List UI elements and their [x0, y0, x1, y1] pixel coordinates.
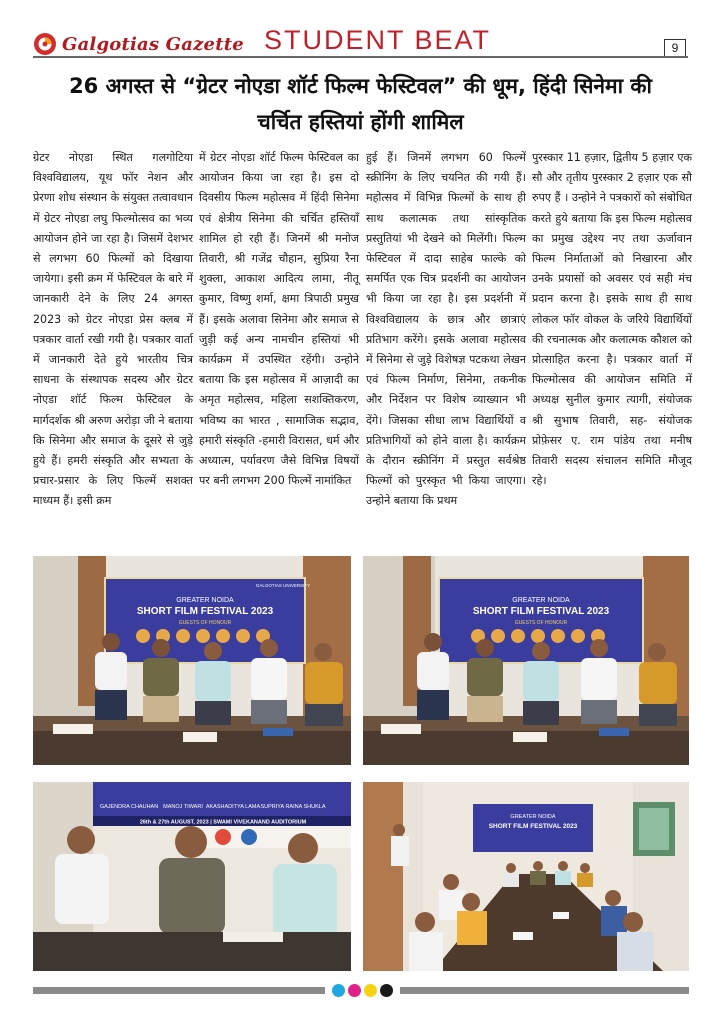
- footer-dot-yellow: [364, 984, 377, 997]
- article-column-3: [366, 148, 526, 512]
- column-4-text: पुरस्कार 11 हज़ार, द्वितीय 5 हज़ार एक सौ और तृतीय पुरस्कार 2 हज़ार एक सौ रुपए हैं । उन्होने ने पत्रकारों को संबोधित करते हुये बताया कि इस फिल्म महोत्सव का प्रमुख उद्देश्य नए तथा ऊर्जावान फिल्म निर्माताओं को निखारना और उनके प्रयासों को अवसर एवं सही मंच प्रदान करना है। इसके साथ ही साथ लोकल फॉर वोकल के जरिये विद्यार्थियों की रचनात्मक और कलात्मक कौशल को प्रोत्साहित करना है। पत्रकार वार्ता में फिल्मोत्सव की आयोजन समिति में अध्यक्ष सुनील कुमार त्यागी, संयोजक श्री सुभाष तिवारी, सह- संयोजक प्रोफ़ेसर ए. राम पांडेय तथा मनीष तिवारी सदस्य संचालन समिति मौजूद रहे।: [532, 151, 692, 488]
- banner-small-text: GREATER NOIDA: [510, 814, 556, 820]
- guest-name-2: MANOJ TIWARI: [163, 804, 203, 810]
- conference-table-photo: [363, 782, 689, 971]
- banner-title-text: SHORT FILM FESTIVAL 2023: [136, 606, 274, 617]
- guests-closeup-photo: [33, 782, 351, 971]
- footer-dot-cyan: [332, 984, 345, 997]
- press-conference-photo-1: [33, 556, 351, 765]
- footer-bar-left: [33, 987, 325, 994]
- banner-small-text: GREATER NOIDA: [512, 597, 570, 604]
- footer-dot-magenta: [348, 984, 361, 997]
- masthead-title: Galgotias Gazette: [62, 33, 244, 55]
- article-column-1: [33, 148, 193, 512]
- article-column-4: [532, 148, 692, 491]
- banner-title-text: SHORT FILM FESTIVAL 2023: [488, 823, 578, 830]
- event-date-strip: 26th & 27th AUGUST, 2023 | SWAMI VIVEKANAND AUDITORIUM: [139, 819, 307, 826]
- header-rule: [33, 56, 688, 58]
- banner-sub-text: GUESTS OF HONOUR: [514, 620, 568, 626]
- galgotias-logo-icon: [33, 32, 57, 56]
- press-conference-photo-2: [363, 556, 689, 765]
- column-3-text: हुई हैं। जिनमें लगभग 60 फिल्में स्क्रीनिंग के लिए चयनित की गयी हैं। महोत्सव में विभिन्न फिल्मों के साथ ही साथ कलात्मक तथा सांस्कृतिक प्रस्तुतियां भी देखने को मिलेंगी। फिल्म फेस्टिवल में दादा साहेब फाल्के को समर्पित एक चित्र प्रदर्शनी का आयोजन भी किया जा रहा है। इस प्रदर्शनी में विश्वविद्यालय के छात्र और छात्राएं प्रतिभाग करेंगे। इसके अलावा महोत्सव में सिनेमा से जुड़े विशेषज्ञ पटकथा लेखन एवं फिल्म निर्माण, सिनेमा, तकनीक और निर्देशन पर विशेष व्याख्यान भी देंगे। जिसका सीधा लाभ विद्यार्थियों व प्रतिभागियों को होने वाला है। कार्यक्रम के दौरान स्क्रीनिंग में प्रस्तुत सर्वश्रेष्ठ फिल्मों को पुरस्कृत भी किया जाएगा। उन्होने बताया कि प्रथम: [366, 151, 526, 508]
- headline-line-1: 26 अगस्त से “ग्रेटर नोएडा शॉर्ट फिल्म फेस्टिवल” की धूम, हिंदी सिनेमा की: [69, 74, 652, 98]
- column-1-text: ग्रेटर नोएडा स्थित गलगोटिया विश्वविद्यालय, यूथ फॉर नेशन और प्रेरणा शोध संस्थान के संयुक्त तत्वावधान में ग्रेटर नोएडा लघु फिल्मोत्सव का भव्य आयोजन होने जा रहा है। जिसमें देशभर से लगभग 60 फिल्मों को दिखाया जायेगा। इसी क्रम में फेस्टिवल के बारे में जानकारी देने के लिए 24 अगस्त 2023 को ग्रेटर नोएडा प्रेस क्लब में पत्रकार वार्ता रखी गयी है। पत्रकार वार्ता में जानकारी देते हुये भारतीय चित्र साधना के संस्थापक सदस्य और ग्रेटर नोएडा शॉर्ट फिल्म फेस्टिवल के मार्गदर्शक श्री अरुण अरोड़ा जी ने बताया कि सिनेमा और समाज के दूसरे से जुड़े हुये हैं। हमरी संस्कृति और सभ्यता के प्रचार-प्रसार के लिए फिल्में सशक्त माध्यम हैं। इसी क्रम: [33, 151, 193, 508]
- masthead-logo: [33, 31, 244, 57]
- banner-small-text: GREATER NOIDA: [176, 597, 234, 604]
- guest-name-3: AKASHADITYA LAMA: [205, 804, 261, 810]
- article-headline: [33, 68, 688, 140]
- column-2-text: में ग्रेटर नोएडा शॉर्ट फिल्म फेस्टिवल का आयोजन किया जा रहा है। इस दो दिवसीय फिल्म महोत्सव में हिंदी सिनेमा एवं क्षेत्रीय सिनेमा की चर्चित हस्तियाँ शामिल हो रही हैं। जिनमें श्री मनोज तिवारी, श्री गजेंद्र चौहान, सुप्रिया रैना शुक्ला, आकाश आदित्य लामा, नीतू कुमार, विष्णु शर्मा, क्षमा त्रिपाठी प्रमुख हैं। इसके अलावा सिनेमा और समाज से जुड़ी कई अन्य नामचीन हस्तियां भी कार्यक्रम में उपस्थित रहेंगी। उन्होने बताया कि इस महोत्सव में आज़ादी का अमृत महोत्सव, महिला सशक्तिकरण, भविष्य का भारत , सामाजिक सद्भाव, हमारी संस्कृति -हमारी विरासत, धर्म और अध्यात्म, पर्यावरण जैसे विभिन्न विषयों पर बनी लगभग 200 फिल्में नामांकित: [199, 151, 359, 488]
- section-title: STUDENT BEAT: [264, 25, 492, 55]
- footer-bar-right: [400, 987, 689, 994]
- guest-name-1: GAJENDRA CHAUHAN: [99, 804, 159, 810]
- guest-name-4: SUPRIYA RAINA SHUKLA: [260, 804, 326, 810]
- headline-line-2: चर्चित हस्तियां होंगी शामिल: [257, 110, 464, 134]
- banner-sub-text: GUESTS OF HONOUR: [178, 620, 232, 626]
- footer-dot-black: [380, 984, 393, 997]
- banner-brand-text: GALGOTIAS UNIVERSITY: [255, 583, 311, 588]
- article-column-2: [199, 148, 359, 491]
- page-number: 9: [664, 39, 686, 57]
- banner-title-text: SHORT FILM FESTIVAL 2023: [472, 606, 610, 617]
